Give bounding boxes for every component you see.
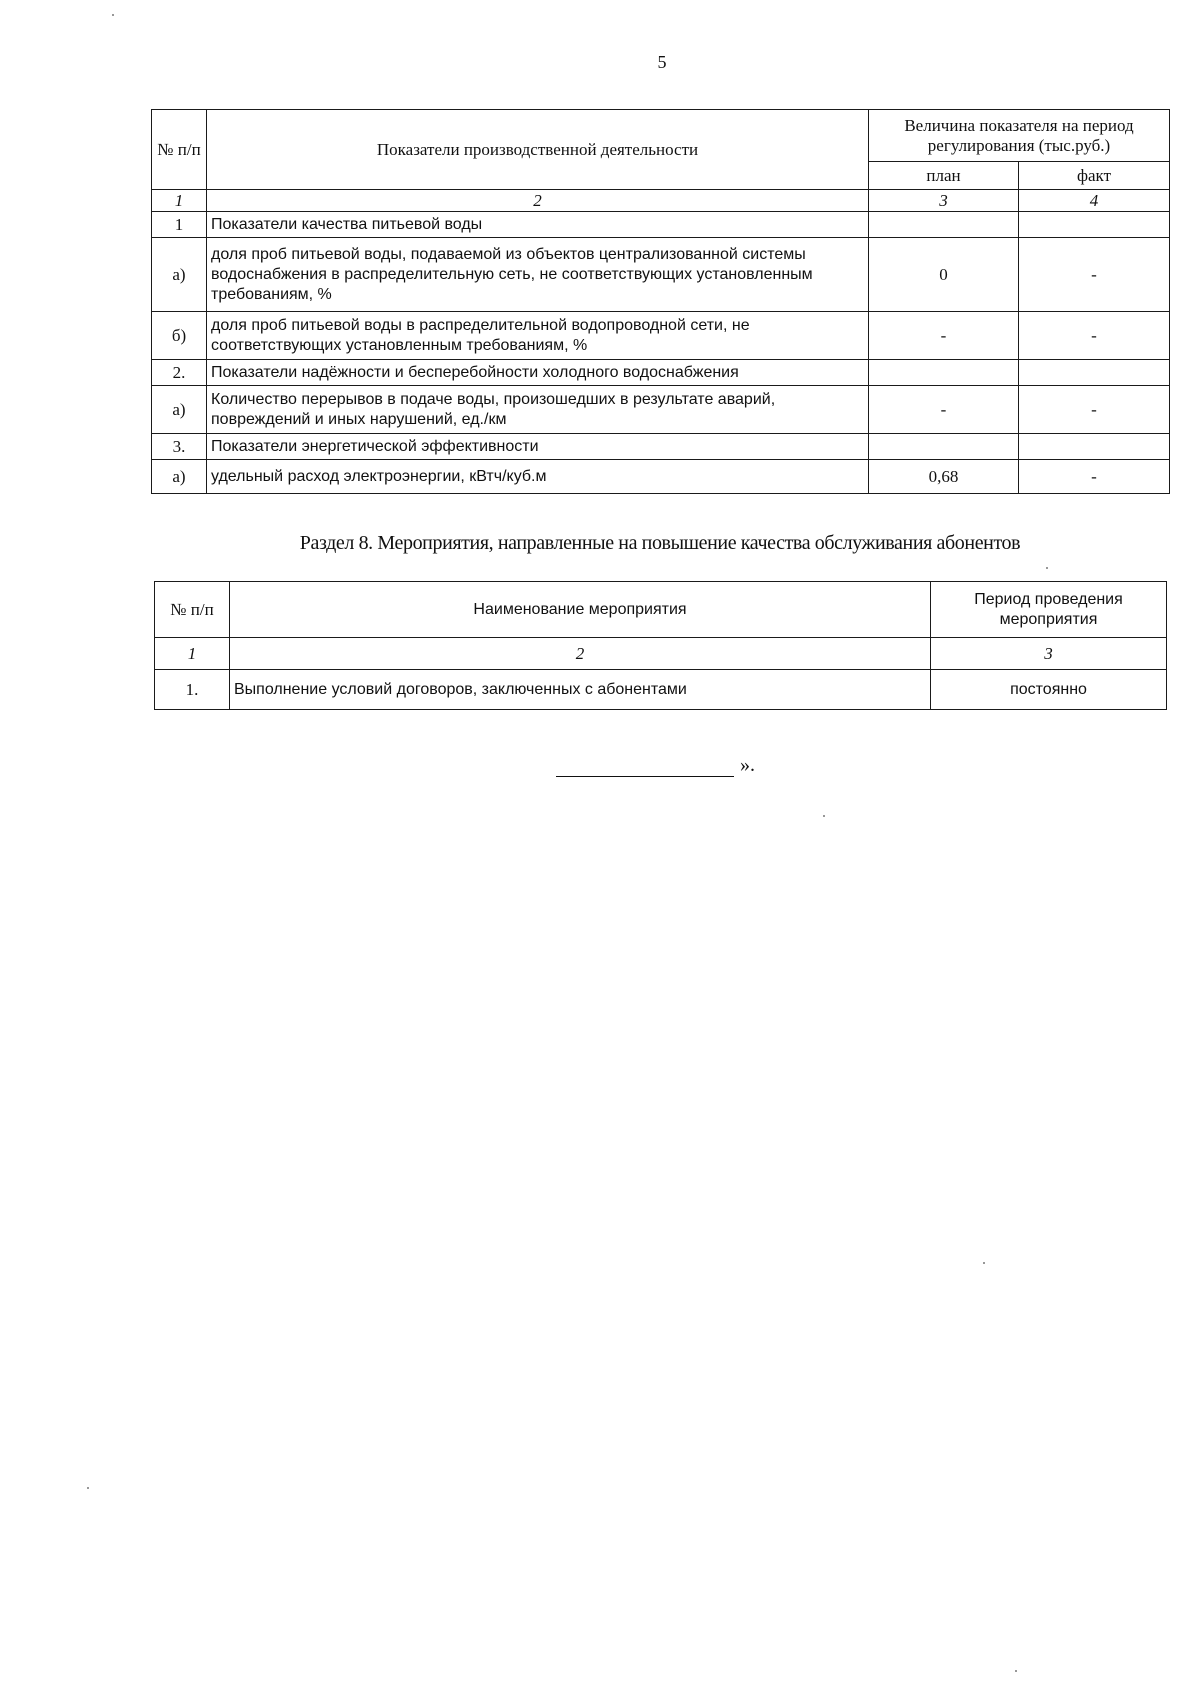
page-number: 5 xyxy=(657,52,667,72)
row-period: постоянно xyxy=(931,670,1167,710)
signature-line xyxy=(556,752,734,777)
scan-speck xyxy=(1046,567,1048,569)
header-indicator: Показатели производственной деятельности xyxy=(207,110,869,190)
row-plan xyxy=(869,360,1019,386)
row-fact: - xyxy=(1019,460,1170,494)
row-text: доля проб питьевой воды в распределительной водопроводной сети, не соответствующих установленным требованиям, % xyxy=(207,312,869,360)
row-fact xyxy=(1019,360,1170,386)
section-8-heading: Раздел 8. Мероприятия, направленные на повышение качества обслуживания абонентов xyxy=(299,532,1021,554)
table-row xyxy=(152,460,1170,494)
row-num: 1. xyxy=(155,670,230,710)
table-row xyxy=(152,360,1170,386)
column-number: 2 xyxy=(207,190,869,212)
row-fact: - xyxy=(1019,238,1170,312)
closing-quote-mark: ». xyxy=(740,754,755,776)
header-event-name: Наименование мероприятия xyxy=(230,582,931,638)
row-text: Показатели качества питьевой воды xyxy=(207,212,869,238)
row-text: доля проб питьевой воды, подаваемой из объектов централизованной системы водоснабжения в распределительную сеть, не соответствующих установленным требованиям, % xyxy=(207,238,869,312)
row-text: удельный расход электроэнергии, кВтч/куб.м xyxy=(207,460,869,494)
indicators-table xyxy=(151,109,1170,494)
column-number: 2 xyxy=(230,638,931,670)
row-num: а) xyxy=(152,386,207,434)
row-text: Показатели энергетической эффективности xyxy=(207,434,869,460)
row-fact xyxy=(1019,434,1170,460)
column-number-row xyxy=(152,190,1170,212)
column-number: 1 xyxy=(155,638,230,670)
column-number: 3 xyxy=(869,190,1019,212)
events-table xyxy=(154,581,1167,710)
scan-speck xyxy=(983,1262,985,1264)
table-row xyxy=(152,386,1170,434)
scan-speck xyxy=(112,14,114,16)
table-row xyxy=(152,434,1170,460)
row-text: Количество перерывов в подаче воды, произошедших в результате аварий, повреждений и иных нарушений, ед./км xyxy=(207,386,869,434)
row-num: 1 xyxy=(152,212,207,238)
header-value-group: Величина показателя на период регулирования (тыс.руб.) xyxy=(869,110,1170,162)
scan-speck xyxy=(87,1487,89,1489)
column-number-row xyxy=(155,638,1167,670)
row-num: а) xyxy=(152,460,207,494)
row-num: 2. xyxy=(152,360,207,386)
table-row xyxy=(155,670,1167,710)
row-plan: - xyxy=(869,386,1019,434)
row-plan: 0 xyxy=(869,238,1019,312)
table-row xyxy=(152,238,1170,312)
scan-speck xyxy=(823,815,825,817)
row-plan: 0,68 xyxy=(869,460,1019,494)
row-plan xyxy=(869,434,1019,460)
row-event-name: Выполнение условий договоров, заключенных с абонентами xyxy=(230,670,931,710)
column-number: 3 xyxy=(931,638,1167,670)
row-fact: - xyxy=(1019,386,1170,434)
column-number: 4 xyxy=(1019,190,1170,212)
column-number: 1 xyxy=(152,190,207,212)
row-plan xyxy=(869,212,1019,238)
row-text: Показатели надёжности и бесперебойности холодного водоснабжения xyxy=(207,360,869,386)
row-fact xyxy=(1019,212,1170,238)
header-period: Период проведения мероприятия xyxy=(931,582,1167,638)
table-row xyxy=(152,312,1170,360)
header-num: № п/п xyxy=(155,582,230,638)
row-num: а) xyxy=(152,238,207,312)
row-fact: - xyxy=(1019,312,1170,360)
header-plan: план xyxy=(869,162,1019,190)
table-row xyxy=(152,212,1170,238)
header-fact: факт xyxy=(1019,162,1170,190)
row-plan: - xyxy=(869,312,1019,360)
scan-speck xyxy=(1015,1670,1017,1672)
row-num: б) xyxy=(152,312,207,360)
row-num: 3. xyxy=(152,434,207,460)
header-num: № п/п xyxy=(152,110,207,190)
